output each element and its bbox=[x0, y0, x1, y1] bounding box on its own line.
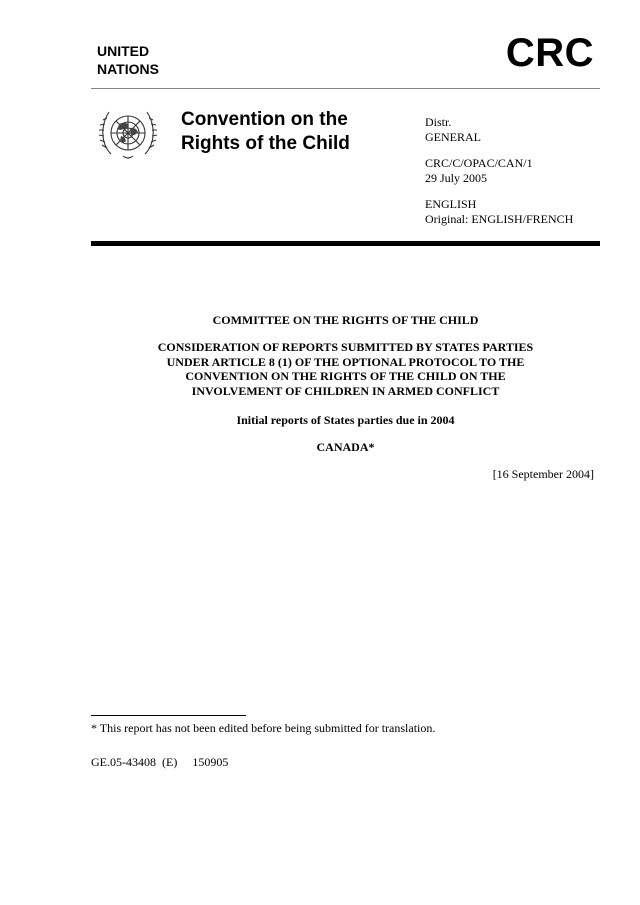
original-language: Original: ENGLISH/FRENCH bbox=[425, 212, 574, 226]
org-line-2: NATIONS bbox=[97, 61, 159, 77]
committee-heading: COMMITTEE ON THE RIGHTS OF THE CHILD bbox=[212, 313, 479, 327]
un-emblem-icon bbox=[97, 104, 159, 162]
document-series-symbol: CRC bbox=[505, 31, 594, 75]
job-number: GE.05-43408 (E) 150905 bbox=[91, 755, 229, 769]
country-heading: CANADA* bbox=[316, 440, 375, 454]
document-date: 29 July 2005 bbox=[425, 171, 488, 185]
initial-reports-heading: Initial reports of States parties due in 2004 bbox=[236, 413, 455, 427]
consideration-line: INVOLVEMENT OF CHILDREN IN ARMED CONFLICT bbox=[191, 383, 500, 398]
footnote: * This report has not been edited before being submitted for translation. bbox=[91, 721, 436, 735]
consideration-line: UNDER ARTICLE 8 (1) OF THE OPTIONAL PROTOCOL TO THE bbox=[166, 354, 525, 369]
received-date: [16 September 2004] bbox=[492, 467, 594, 481]
document-language: ENGLISH bbox=[425, 197, 477, 211]
convention-title-line-1: Convention on the bbox=[181, 109, 348, 130]
footnote-divider bbox=[91, 715, 246, 716]
header-divider bbox=[91, 88, 600, 89]
convention-title bbox=[181, 108, 350, 156]
convention-title-line-2: Rights of the Child bbox=[181, 133, 350, 154]
distr-label: Distr. bbox=[425, 115, 452, 129]
consideration-line: CONSIDERATION OF REPORTS SUBMITTED BY STATES PARTIES bbox=[157, 340, 534, 354]
org-line-1: UNITED bbox=[97, 43, 150, 59]
consideration-line: CONVENTION ON THE RIGHTS OF THE CHILD ON THE bbox=[185, 369, 506, 383]
title-block-divider bbox=[91, 241, 600, 246]
document-symbol: CRC/C/OPAC/CAN/1 bbox=[425, 156, 533, 170]
distribution-block bbox=[425, 115, 573, 238]
distr-value: GENERAL bbox=[425, 130, 481, 144]
consideration-heading bbox=[91, 340, 600, 398]
organization-name bbox=[97, 42, 159, 78]
